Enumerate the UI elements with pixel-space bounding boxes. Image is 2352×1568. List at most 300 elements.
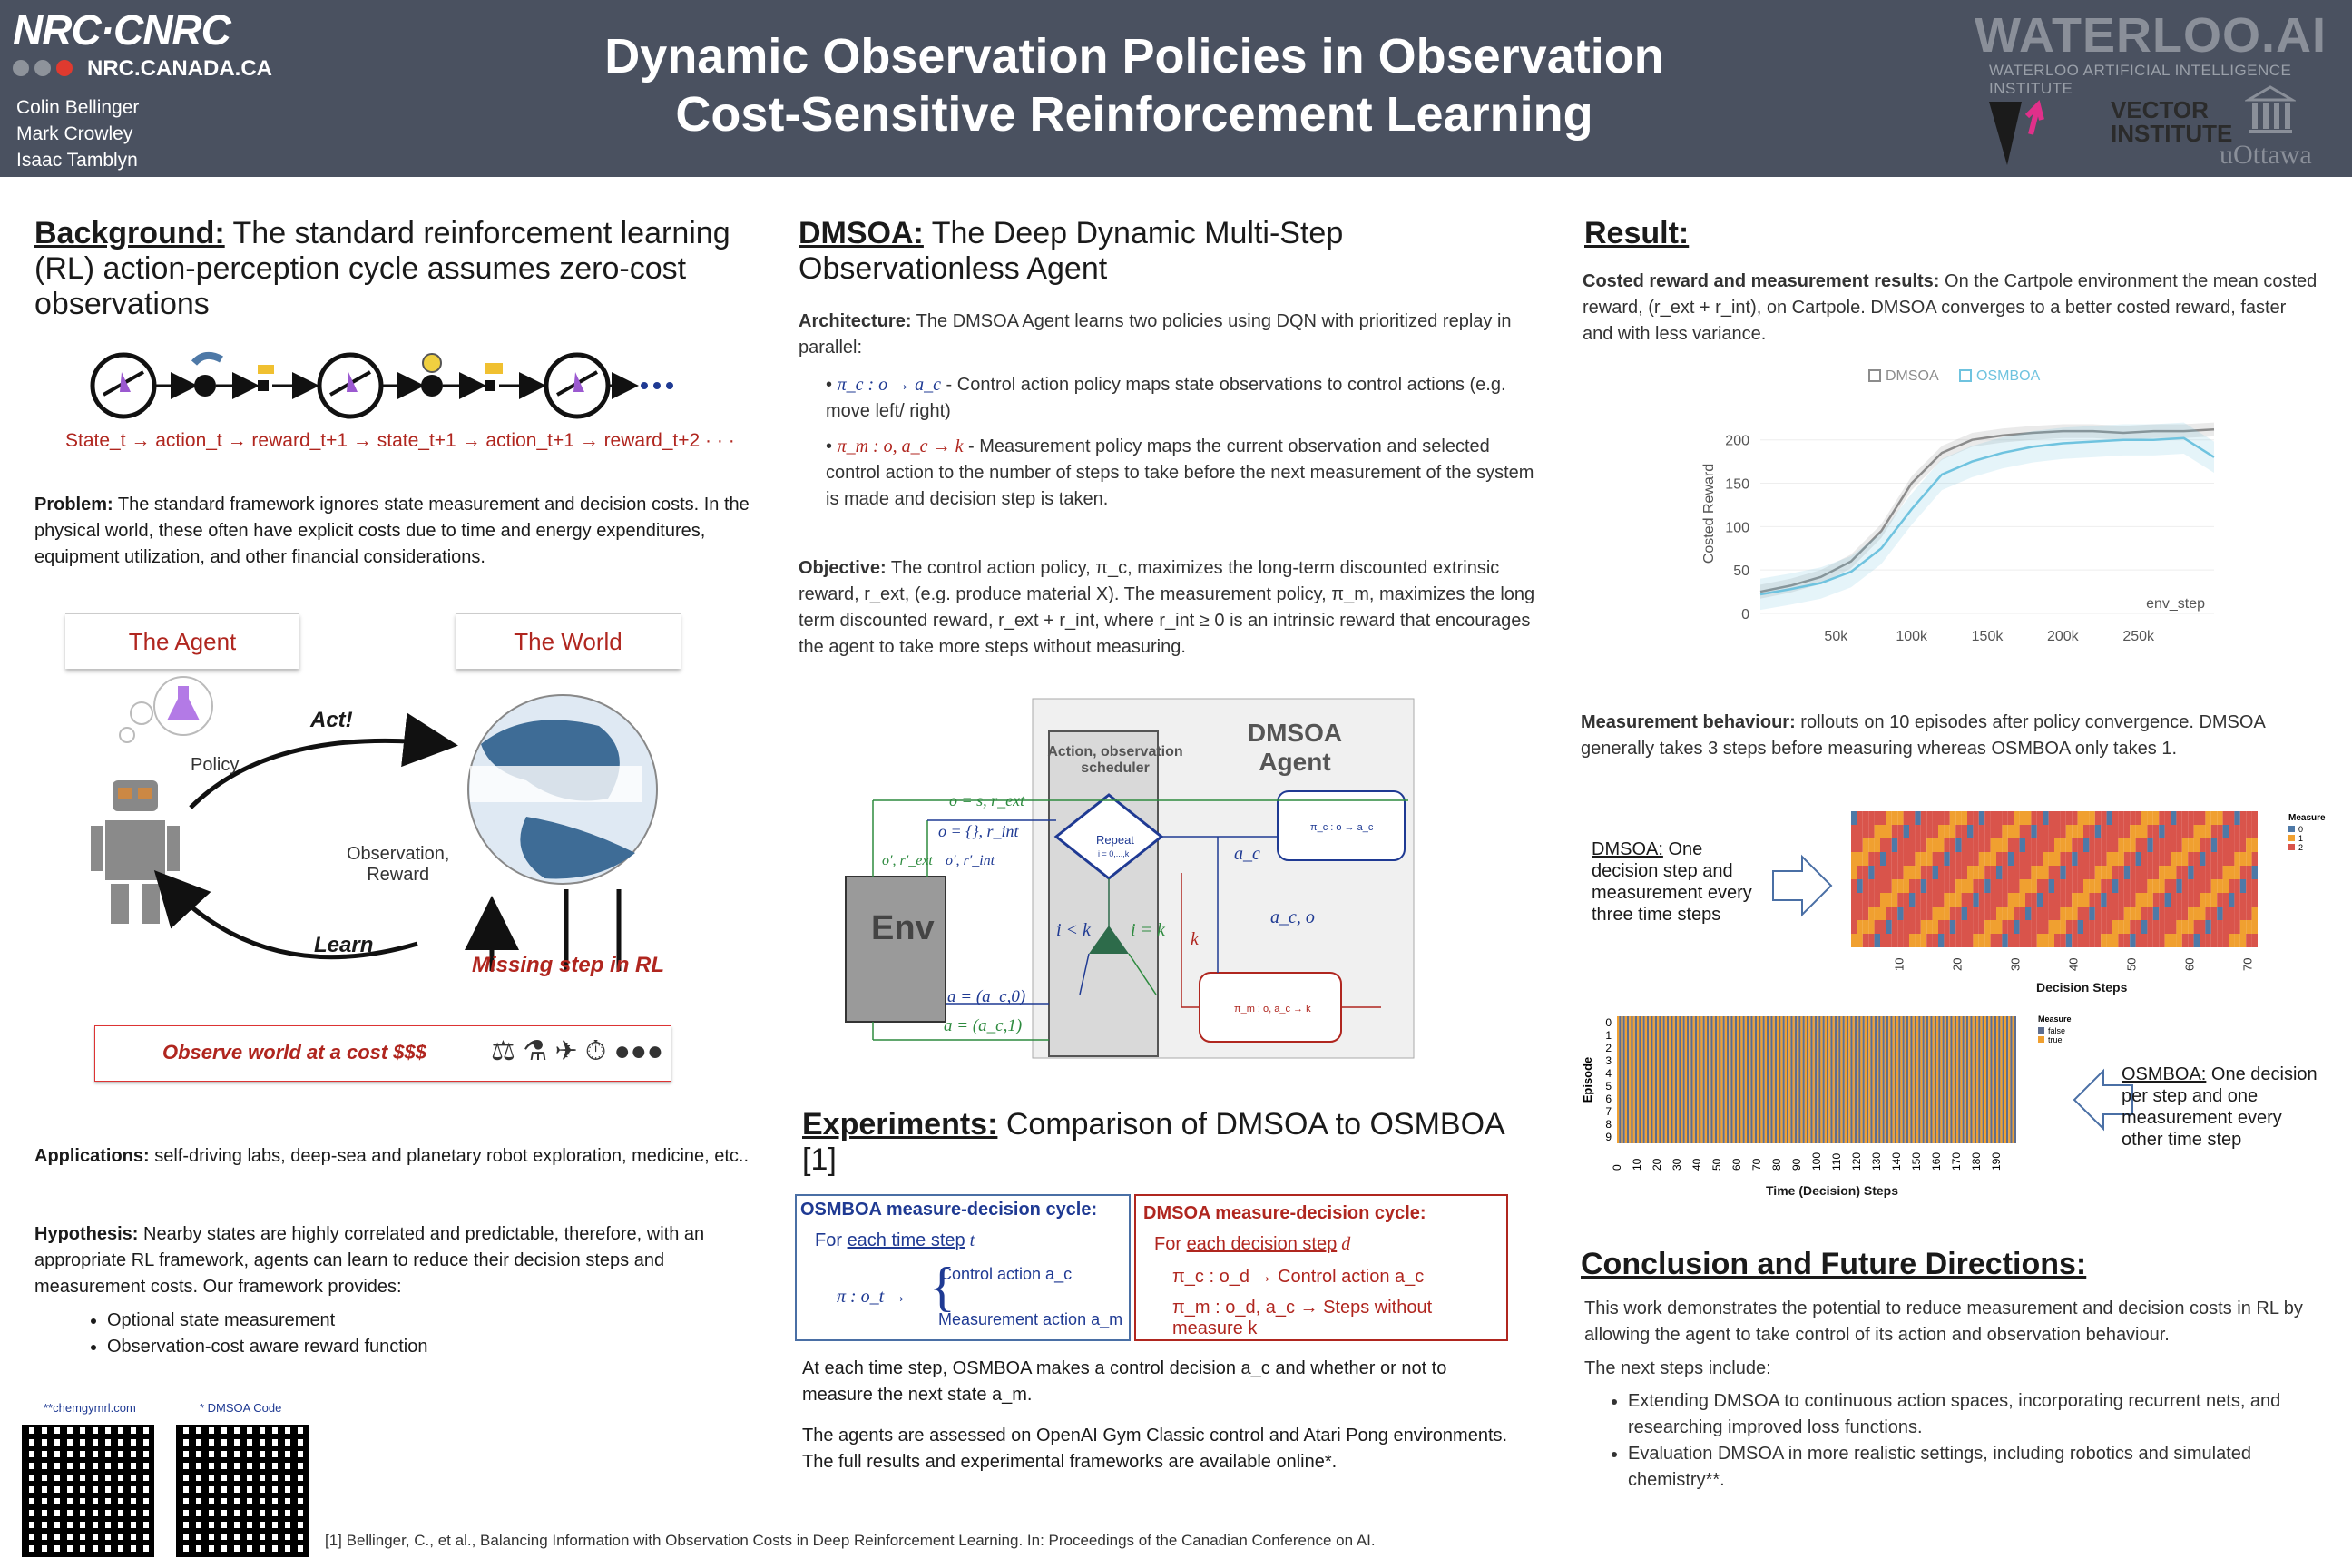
heatmap-cell <box>1945 1042 1946 1054</box>
heatmap-cell <box>1880 1029 1882 1042</box>
heatmap-cell <box>1851 893 1857 906</box>
heatmap-cell <box>1729 1080 1730 1093</box>
heatmap-cell <box>1760 1067 1762 1080</box>
heatmap-cell <box>2037 906 2043 920</box>
heatmap-cell <box>1749 1029 1750 1042</box>
heatmap-cell <box>1967 906 1973 920</box>
heatmap-cell <box>1984 1016 1986 1029</box>
heatmap-cell <box>2010 1131 2012 1143</box>
heatmap-cell <box>1699 1067 1700 1080</box>
heatmap-cell <box>1918 1105 1920 1118</box>
heatmap-cell <box>1875 1016 1877 1029</box>
qr-code-icon[interactable] <box>176 1425 309 1557</box>
heatmap-cell <box>2252 866 2258 879</box>
heatmap-cell <box>2171 811 2176 825</box>
heatmap-cell <box>1759 1118 1760 1131</box>
heatmap-cell <box>1858 1131 1860 1143</box>
heatmap-cell <box>2234 866 2239 879</box>
heatmap-cell <box>1863 866 1868 879</box>
qr-label: * DMSOA Code <box>200 1401 282 1415</box>
heatmap-cell <box>1695 1042 1697 1054</box>
heatmap-cell <box>1619 1016 1621 1029</box>
heatmap-cell <box>2182 906 2188 920</box>
heatmap-cell <box>2159 825 2164 838</box>
heatmap-cell <box>1962 893 1967 906</box>
heatmap-cell <box>1673 1054 1675 1067</box>
heatmap-cell <box>1823 1067 1825 1080</box>
heatmap-cell <box>1936 1016 1938 1029</box>
heatmap-cell <box>1697 1118 1699 1131</box>
heatmap-cell <box>1973 1093 1975 1105</box>
heatmap-cell <box>1975 1118 1976 1131</box>
heatmap-cell <box>1936 1080 1938 1093</box>
heatmap-cell <box>1945 1105 1946 1118</box>
heatmap-cell <box>1930 1131 1932 1143</box>
heatmap-cell <box>1875 1080 1877 1093</box>
heatmap-cell <box>2229 906 2234 920</box>
heatmap-cell <box>1975 1105 1976 1118</box>
heatmap-cell <box>1790 1105 1792 1118</box>
o-prime-ext-label: o′, r′_ext <box>882 853 933 868</box>
heatmap-cell <box>2159 920 2164 934</box>
heatmap-cell <box>1878 1093 1880 1105</box>
heatmap-cell <box>1619 1054 1621 1067</box>
heatmap-cell <box>2176 893 2181 906</box>
heatmap-cell <box>2078 838 2083 852</box>
heatmap-cell <box>1805 1016 1807 1029</box>
heatmap-cell <box>1803 1080 1805 1093</box>
heatmap-cell <box>2182 852 2188 866</box>
heatmap-cell <box>1896 1080 1898 1093</box>
heatmap-cell <box>1671 1080 1672 1093</box>
heatmap-cell <box>1950 852 1955 866</box>
heatmap-cell <box>2136 906 2141 920</box>
heatmap-cell <box>1665 1131 1667 1143</box>
heatmap-cell <box>1953 1118 1955 1131</box>
next-step-item: • Evaluation DMSOA in more realistic settings, including robotics and simulated chemistry**. <box>1628 1441 2319 1494</box>
heatmap-cell <box>1627 1105 1629 1118</box>
heatmap-y-tick: 4 <box>1605 1067 1612 1080</box>
heatmap-cell <box>2188 866 2193 879</box>
heatmap-cell <box>2211 825 2217 838</box>
heatmap-cell <box>1873 1054 1875 1067</box>
heatmap-x-tick: 160 <box>1930 1152 1943 1171</box>
heatmap-cell <box>2014 825 2019 838</box>
heatmap-cell <box>1840 1042 1842 1054</box>
observation-reward-label: Observation, Reward <box>347 844 450 885</box>
heatmap-cell <box>1625 1029 1627 1042</box>
conclusion-text: This work demonstrates the potential to reduce measurement and decision costs in RL by allowing the agent to take control of its action and observation behaviour. <box>1584 1298 2303 1345</box>
heatmap-cell <box>1965 1118 1966 1131</box>
heatmap-cell <box>1651 1054 1652 1067</box>
heatmap-cell <box>1667 1118 1669 1131</box>
heatmap-cell <box>2252 811 2258 825</box>
heatmap-cell <box>2118 825 2123 838</box>
heatmap-cell <box>1677 1016 1679 1029</box>
heatmap-cell <box>2200 866 2205 879</box>
heatmap-cell <box>2234 852 2239 866</box>
heatmap-cell <box>1747 1067 1749 1080</box>
heatmap-cell <box>2211 866 2217 879</box>
heatmap-cell <box>1641 1080 1642 1093</box>
heatmap-cell <box>1976 1054 1978 1067</box>
heatmap-cell <box>1896 1131 1898 1143</box>
heatmap-cell <box>1904 906 1909 920</box>
heatmap-cell <box>1625 1080 1627 1093</box>
heatmap-cell <box>1967 852 1973 866</box>
heatmap-cell <box>1763 1067 1765 1080</box>
heatmap-cell <box>1915 1118 1916 1131</box>
heatmap-cell <box>1863 811 1868 825</box>
heatmap-cell <box>1798 1118 1800 1131</box>
heatmap-cell <box>1720 1067 1722 1080</box>
heatmap-cell <box>2165 838 2171 852</box>
heatmap-cell <box>1779 1067 1780 1080</box>
heatmap-cell <box>1757 1042 1759 1054</box>
heatmap-x-tick: 100 <box>1810 1152 1823 1171</box>
heatmap-cell <box>1965 1105 1966 1118</box>
heatmap-cell <box>1915 920 1920 934</box>
heatmap-cell <box>1713 1118 1715 1131</box>
heatmap-cell <box>2043 825 2048 838</box>
heatmap-cell <box>1944 852 1949 866</box>
heatmap-cell <box>1785 1093 1787 1105</box>
heatmap-cell <box>1661 1054 1662 1067</box>
heatmap-cell <box>1813 1080 1815 1093</box>
heatmap-cell <box>1669 1093 1671 1105</box>
heatmap-cell <box>1677 1105 1679 1118</box>
heatmap-cell <box>1717 1080 1719 1093</box>
heatmap-cell <box>1815 1131 1817 1143</box>
heatmap-cell <box>1720 1029 1722 1042</box>
heatmap-cell <box>2153 852 2159 866</box>
heatmap-cell <box>2043 934 2048 947</box>
heatmap-cell <box>1779 1054 1780 1067</box>
heatmap-cell <box>1679 1080 1681 1093</box>
heatmap-cell <box>1943 1093 1945 1105</box>
heatmap-cell <box>1681 1042 1682 1054</box>
heatmap-cell <box>2054 893 2060 906</box>
heatmap-cell <box>1803 1029 1805 1042</box>
heatmap-cell <box>1695 1093 1697 1105</box>
heatmap-cell <box>1863 1016 1865 1029</box>
heatmap-cell <box>1621 1042 1622 1054</box>
heatmap-cell <box>1965 1080 1966 1093</box>
heatmap-cell <box>1897 811 1903 825</box>
heatmap-cell <box>1813 1131 1815 1143</box>
heatmap-cell <box>1769 1131 1770 1143</box>
heatmap-cell <box>1905 1118 1906 1131</box>
heatmap-cell <box>1953 1093 1955 1105</box>
heatmap-cell <box>1857 893 1862 906</box>
heatmap-cell <box>1617 1067 1619 1080</box>
heatmap-cell <box>1765 1042 1767 1054</box>
heatmap-cell <box>1795 1042 1797 1054</box>
heatmap-cell <box>1913 1029 1915 1042</box>
heatmap-cell <box>1743 1131 1745 1143</box>
heatmap-cell <box>1838 1029 1840 1042</box>
heatmap-cell <box>2240 879 2246 893</box>
heatmap-cell <box>1705 1118 1707 1131</box>
heatmap-cell <box>1993 1016 1994 1029</box>
heatmap-cell <box>1675 1054 1677 1067</box>
heatmap-cell <box>1946 1042 1948 1054</box>
heatmap-cell <box>2031 934 2036 947</box>
heatmap-cell <box>1790 1054 1792 1067</box>
heatmap-cell <box>1938 1067 1940 1080</box>
heatmap-cell <box>1996 866 2002 879</box>
heatmap-cell <box>1623 1105 1625 1118</box>
heatmap-cell <box>1769 1105 1770 1118</box>
heatmap-cell <box>1973 1080 1975 1093</box>
heatmap-cell <box>1877 1105 1878 1118</box>
heatmap-cell <box>1877 1093 1878 1105</box>
logo-dot <box>34 60 51 76</box>
heatmap-cell <box>2107 838 2112 852</box>
heatmap-cell <box>1813 1105 1815 1118</box>
heatmap-cell <box>1669 1042 1671 1054</box>
heatmap-cell <box>1655 1131 1657 1143</box>
heatmap-cell <box>1850 1067 1852 1080</box>
heatmap-cell <box>2200 879 2205 893</box>
heatmap-cell <box>2159 879 2164 893</box>
heatmap-cell <box>1653 1093 1655 1105</box>
heatmap-cell <box>1649 1067 1651 1080</box>
heatmap-cell <box>1709 1029 1710 1042</box>
heatmap-cell <box>1785 1067 1787 1080</box>
heatmap-cell <box>1909 906 1915 920</box>
heatmap-cell <box>2004 1093 2006 1105</box>
heatmap-x-tick: 30 <box>1671 1158 1683 1171</box>
learn-label: Learn <box>314 933 374 957</box>
heatmap-cell <box>1863 1080 1865 1093</box>
heatmap-cell <box>2089 866 2094 879</box>
heatmap-cell <box>1851 866 1857 879</box>
heatmap-cell <box>1639 1105 1641 1118</box>
heatmap-cell <box>1825 1067 1827 1080</box>
heatmap-cell <box>1990 1131 1992 1143</box>
heatmap-cell <box>2066 838 2072 852</box>
heatmap-cell <box>2240 866 2246 879</box>
heatmap-cell <box>2223 866 2229 879</box>
heatmap-cell <box>1945 1054 1946 1067</box>
heatmap-cell <box>1681 1131 1682 1143</box>
author: Isaac Tamblyn <box>16 150 138 171</box>
heatmap-cell <box>1657 1054 1659 1067</box>
heatmap-cell <box>1867 1118 1868 1131</box>
heatmap-cell <box>1858 1016 1860 1029</box>
experiments-text-2: The agents are assessed on OpenAI Gym Classic control and Atari Pong environments. The full results and experimental frameworks are available online*. <box>802 1426 1508 1472</box>
heatmap-cell <box>2025 866 2031 879</box>
heatmap-cell <box>2165 893 2171 906</box>
heatmap-cell <box>1956 1105 1958 1118</box>
heatmap-cell <box>1753 1131 1755 1143</box>
heatmap-cell <box>2066 934 2072 947</box>
heatmap-cell <box>1679 1131 1681 1143</box>
heatmap-cell <box>1699 1042 1700 1054</box>
k-label: k <box>1191 929 1199 949</box>
heatmap-cell <box>2072 825 2077 838</box>
heatmap-cell <box>1936 1029 1938 1042</box>
heatmap-cell <box>1833 1042 1835 1054</box>
heatmap-cell <box>1875 1067 1877 1080</box>
heatmap-cell <box>1715 1029 1717 1042</box>
y-tick-label: 200 <box>1725 433 1749 449</box>
heatmap-cell <box>1770 1105 1772 1118</box>
heatmap-cell <box>1629 1067 1631 1080</box>
heatmap-cell <box>2229 825 2234 838</box>
heatmap-cell <box>1750 1131 1752 1143</box>
heatmap-cell <box>1820 1118 1822 1131</box>
heatmap-cell <box>1926 1029 1928 1042</box>
heatmap-cell <box>1875 852 1880 866</box>
heatmap-x-tick: 140 <box>1890 1152 1903 1171</box>
heatmap-cell <box>1943 1080 1945 1093</box>
heatmap-cell <box>1669 1105 1671 1118</box>
heatmap-cell <box>1955 1080 1956 1093</box>
heatmap-cell <box>1966 1093 1968 1105</box>
heatmap-cell <box>2205 825 2210 838</box>
heatmap-cell <box>2211 838 2217 852</box>
thought-bubble-icon <box>120 677 212 742</box>
heatmap-cell <box>1984 1067 1986 1080</box>
heatmap-cell <box>1988 1118 1990 1131</box>
heatmap-cell <box>1940 1105 1942 1118</box>
heatmap-cell <box>1897 838 1903 852</box>
heatmap-cell <box>1926 906 1932 920</box>
heatmap-cell <box>1818 1016 1820 1029</box>
heatmap-cell <box>1700 1105 1702 1118</box>
heatmap-cell <box>1956 1093 1958 1105</box>
heatmap-cell <box>1925 1131 1926 1143</box>
heatmap-cell <box>1671 1093 1672 1105</box>
heatmap-cell <box>1920 1042 1922 1054</box>
heatmap-cell <box>2049 825 2054 838</box>
heatmap-cell <box>2112 866 2118 879</box>
heatmap-cell <box>2006 1093 2008 1105</box>
osmboa-heatmap-note: OSMBOA: One decision per step and one measurement every other time step <box>2122 1064 2318 1150</box>
heatmap-cell <box>1619 1080 1621 1093</box>
heatmap-cell <box>1727 1016 1729 1029</box>
heatmap-cell <box>1699 1054 1700 1067</box>
heatmap-cell <box>2006 1054 2008 1067</box>
heatmap-cell <box>1767 1118 1769 1131</box>
heatmap-cell <box>1715 1131 1717 1143</box>
heatmap-cell <box>1976 1080 1978 1093</box>
heatmap-cell <box>2107 934 2112 947</box>
heatmap-cell <box>1921 838 1926 852</box>
heatmap-cell <box>2124 852 2130 866</box>
heatmap-legend-swatch <box>2288 835 2295 841</box>
heatmap-cell <box>2013 1118 2014 1131</box>
heatmap-cell <box>1935 1118 1936 1131</box>
heatmap-cell <box>1966 1067 1968 1080</box>
heatmap-cell <box>2159 852 2164 866</box>
heatmap-cell <box>1880 1016 1882 1029</box>
heatmap-cell <box>1710 1080 1712 1093</box>
heatmap-cell <box>2008 879 2014 893</box>
heatmap-cell <box>1790 1118 1792 1131</box>
qr-code-icon[interactable] <box>22 1425 154 1557</box>
heatmap-cell <box>1633 1016 1635 1029</box>
heatmap-cell <box>1880 1067 1882 1080</box>
heatmap-cell <box>1808 1080 1810 1093</box>
heatmap-cell <box>1689 1054 1690 1067</box>
heatmap-cell <box>1996 920 2002 934</box>
heatmap-cell <box>1697 1131 1699 1143</box>
heatmap-cell <box>2072 920 2077 934</box>
heatmap-cell <box>2194 934 2200 947</box>
heatmap-cell <box>1770 1029 1772 1042</box>
heatmap-cell <box>1783 1093 1785 1105</box>
heatmap-cell <box>1963 1016 1965 1029</box>
heatmap-cell <box>1673 1042 1675 1054</box>
heatmap-cell <box>2229 866 2234 879</box>
heatmap-cell <box>1895 1054 1896 1067</box>
heatmap-cell <box>2031 866 2036 879</box>
heatmap-cell <box>1916 1093 1918 1105</box>
heatmap-cell <box>1641 1029 1642 1042</box>
heatmap-legend-swatch <box>2288 826 2295 832</box>
heatmap-cell <box>1717 1054 1719 1067</box>
heatmap-cell <box>1760 1042 1762 1054</box>
heatmap-cell <box>2014 1093 2016 1105</box>
coins-icon <box>258 365 274 374</box>
heatmap-cell <box>1710 1131 1712 1143</box>
heatmap-cell <box>1950 1131 1952 1143</box>
heatmap-cell <box>1755 1131 1757 1143</box>
heatmap-cell <box>1817 1054 1818 1067</box>
heatmap-cell <box>1857 825 1862 838</box>
heatmap-cell <box>1649 1118 1651 1131</box>
heatmap-cell <box>1944 934 1949 947</box>
heatmap-cell <box>1747 1105 1749 1118</box>
heatmap-cell <box>1795 1093 1797 1105</box>
heatmap-cell <box>1641 1093 1642 1105</box>
heatmap-cell <box>1760 1080 1762 1093</box>
osmboa-measure-heatmap <box>1579 1011 2087 1201</box>
heatmap-cell <box>1735 1080 1737 1093</box>
heatmap-x-tick: 20 <box>1950 957 1965 971</box>
heatmap-cell <box>2008 920 2014 934</box>
heatmap-cell <box>1673 1029 1675 1042</box>
heatmap-cell <box>1767 1105 1769 1118</box>
heatmap-cell <box>2060 852 2065 866</box>
heatmap-cell <box>1886 906 1891 920</box>
heatmap-cell <box>1900 1131 1902 1143</box>
heatmap-cell <box>2246 825 2251 838</box>
heatmap-cell <box>1880 879 1886 893</box>
heatmap-cell <box>1993 1105 1994 1118</box>
heatmap-cell <box>1857 838 1862 852</box>
heatmap-cell <box>1681 1029 1682 1042</box>
heatmap-cell <box>1637 1118 1639 1131</box>
heatmap-cell <box>1895 1131 1896 1143</box>
heatmap-cell <box>2205 838 2210 852</box>
heatmap-cell <box>1805 1093 1807 1105</box>
heatmap-cell <box>1719 1105 1720 1118</box>
heatmap-cell <box>1621 1067 1622 1080</box>
heatmap-cell <box>1933 1093 1935 1105</box>
heatmap-cell <box>1988 1067 1990 1080</box>
heatmap-cell <box>1906 1054 1908 1067</box>
heatmap-cell <box>1870 1105 1872 1118</box>
heatmap-cell <box>2171 920 2176 934</box>
heatmap-cell <box>2246 866 2251 879</box>
repeat-sub-label: i = 0,...,k <box>1098 849 1130 858</box>
heatmap-cell <box>1950 879 1955 893</box>
heatmap-cell <box>2054 838 2060 852</box>
